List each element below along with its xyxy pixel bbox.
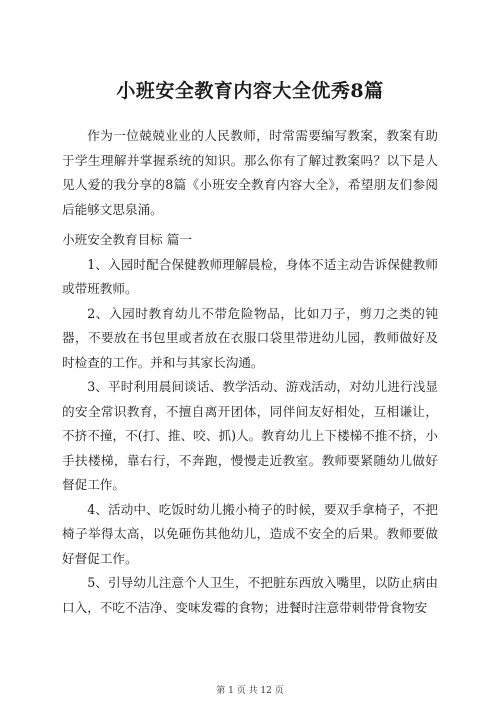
intro-paragraph: 作为一位兢兢业业的人民教师，时常需要编写教案，教案有助于学生理解并掌握系统的知识。那么你有了解过教案吗？以下是人见人爱的我分享的8篇《小班安全教育内容大全》，希望朋友们参阅后能够文思泉涌。 (62, 128, 438, 217)
list-item: 2、入园时教育幼儿不带危险物品，比如刀子，剪刀之类的钝器，不要放在书包里或者放在衣服口袋里带进幼儿园，教师做好及时检查的工作。并和与其家长沟通。 (62, 305, 438, 370)
list-item: 1、入园时配合保健教师理解晨检，身体不适主动告诉保健教师或带班教师。 (62, 256, 438, 296)
list-item: 5、引导幼儿注意个人卫生，不把脏东西放入嘴里，以防止病由口入，不吃不洁净、变味发霉的食物；进餐时注意带刺带骨食物安 (62, 575, 438, 615)
section-heading: 小班安全教育目标 篇一 (62, 232, 192, 247)
document-body (62, 124, 438, 620)
page-title: 小班安全教育内容大全优秀8篇 (116, 80, 384, 102)
page-footer: 第 1 页 共 12 页 (216, 686, 284, 696)
list-item: 4、活动中、吃饭时幼儿搬小椅子的时候，要双手拿椅子，不把椅子举得太高，以免砸伤其他幼儿，造成不安全的后果。教师要做好督促工作。 (62, 501, 438, 566)
list-item: 3、平时利用晨间谈话、教学活动、游戏活动，对幼儿进行浅显的安全常识教育，不擅自离开团体，同伴间友好相处，互相谦让，不挤不撞，不(打、推、咬、抓)人。教育幼儿上下楼梯不推不挤，小手扶楼梯，靠右行，不奔跑，慢慢走近教室。教师要紧随幼儿做好督促工作。 (62, 379, 438, 492)
